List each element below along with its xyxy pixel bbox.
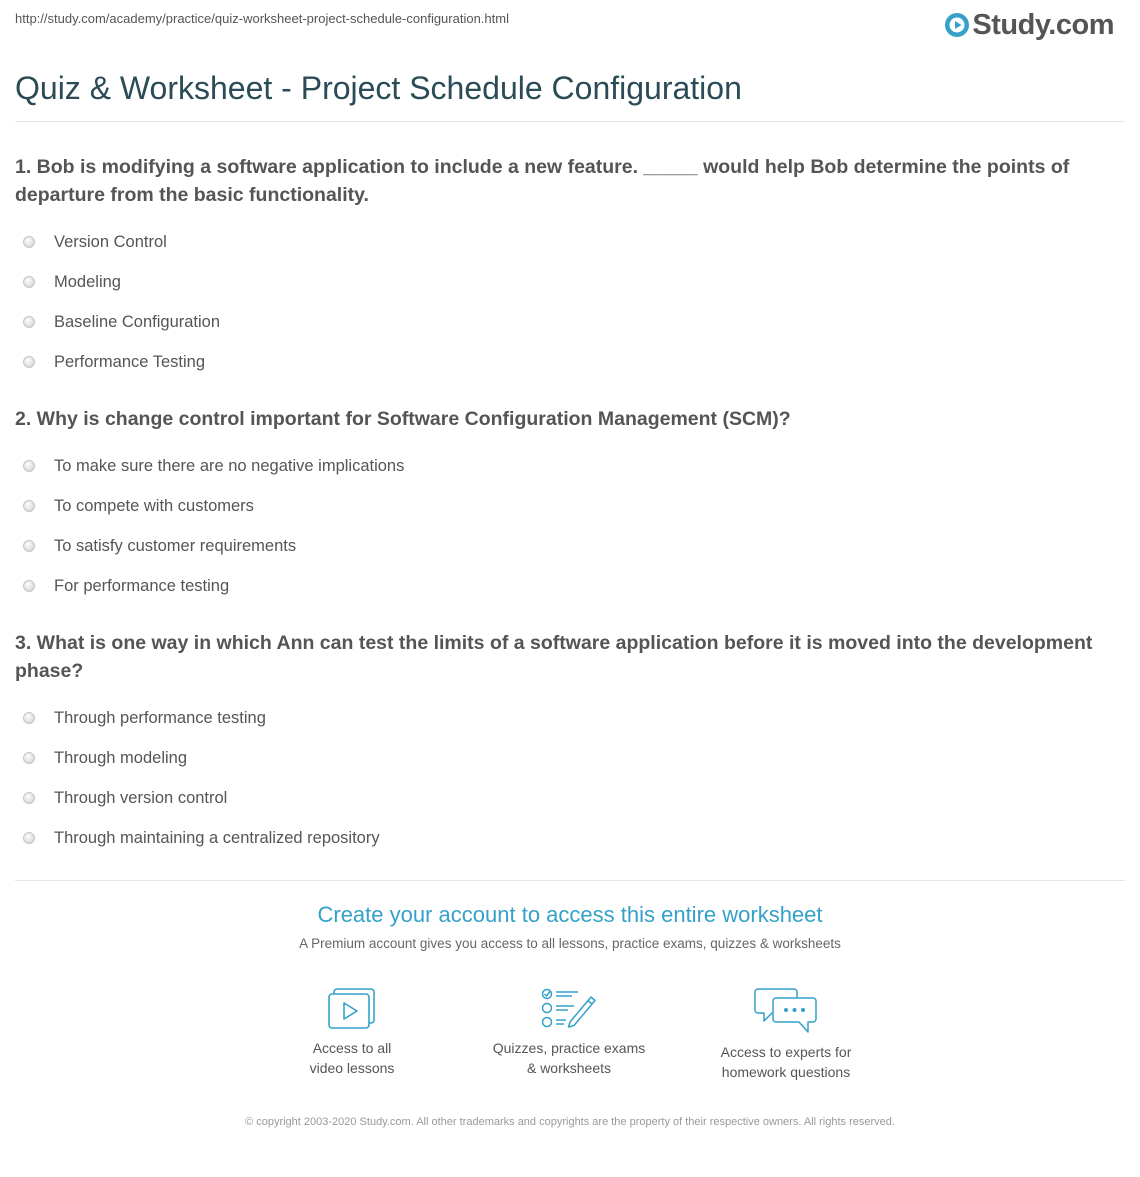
feature-experts — [686, 986, 886, 1082]
feature-line-2: & worksheets — [526, 1060, 612, 1076]
radio-button[interactable] — [23, 316, 35, 328]
answer-label: Through maintaining a centralized repository — [54, 828, 380, 847]
radio-button[interactable] — [23, 832, 35, 844]
question-text: 3. What is one way in which Ann can test the limits of a software application before it is moved into the development phase? — [15, 632, 1093, 682]
radio-button[interactable] — [23, 356, 35, 368]
answer-option[interactable] — [15, 446, 1130, 486]
cta-subtitle: A Premium account gives you access to all lessons, practice exams, quizzes & worksheets — [299, 936, 841, 951]
question-1 — [15, 153, 1130, 382]
feature-line-1: Access to experts for — [720, 1044, 852, 1060]
answer-label: Baseline Configuration — [54, 312, 221, 331]
radio-button[interactable] — [23, 540, 35, 552]
page-url: http://study.com/academy/practice/quiz-worksheet-project-schedule-configuration.html — [15, 11, 509, 26]
radio-button[interactable] — [23, 236, 35, 248]
question-2 — [15, 405, 1130, 606]
feature-line-2: homework questions — [721, 1064, 851, 1080]
question-text: 1. Bob is modifying a software application to include a new feature. _____ would help Bob determine the points of departure from the basic functionality. — [15, 156, 1070, 206]
study-logo[interactable] — [944, 8, 1114, 42]
feature-video-lessons — [252, 986, 452, 1078]
radio-button[interactable] — [23, 500, 35, 512]
quiz-checklist-icon — [540, 986, 598, 1032]
answer-label: Through modeling — [54, 748, 187, 767]
answer-option[interactable] — [15, 778, 1130, 818]
page-title: Quiz & Worksheet - Project Schedule Configuration — [15, 70, 742, 106]
radio-button[interactable] — [23, 712, 35, 724]
answer-label: To compete with customers — [54, 496, 254, 515]
answer-option[interactable] — [15, 302, 1130, 342]
answer-label: Modeling — [54, 272, 121, 291]
title-divider — [15, 121, 1125, 122]
feature-line-1: Quizzes, practice exams — [492, 1040, 646, 1056]
answer-option[interactable] — [15, 262, 1130, 302]
feature-line-2: video lessons — [309, 1060, 395, 1076]
cta-title-link[interactable]: Create your account to access this entire worksheet — [317, 902, 823, 927]
logo-text: Study.com — [972, 8, 1114, 41]
answer-option[interactable] — [15, 342, 1130, 382]
cta-divider — [15, 880, 1125, 881]
answer-option[interactable] — [15, 738, 1130, 778]
copyright-text: © copyright 2003-2020 Study.com. All other trademarks and copyrights are the property of their respective owners. All rights reserved. — [245, 1116, 895, 1128]
answer-option[interactable] — [15, 486, 1130, 526]
radio-button[interactable] — [23, 580, 35, 592]
question-3 — [15, 629, 1130, 858]
play-circle-icon — [944, 12, 970, 38]
signup-cta — [0, 902, 1140, 951]
feature-line-1: Access to all — [312, 1040, 392, 1056]
radio-button[interactable] — [23, 792, 35, 804]
radio-button[interactable] — [23, 752, 35, 764]
answer-label: To satisfy customer requirements — [54, 536, 297, 555]
answer-label: Performance Testing — [54, 352, 206, 371]
answer-label: To make sure there are no negative implications — [54, 456, 405, 475]
answer-option[interactable] — [15, 222, 1130, 262]
chat-bubbles-icon — [754, 986, 818, 1036]
answer-option[interactable] — [15, 818, 1130, 858]
answer-label: Through version control — [54, 788, 228, 807]
answer-option[interactable] — [15, 566, 1130, 606]
video-lesson-icon — [326, 986, 378, 1032]
answer-option[interactable] — [15, 698, 1130, 738]
answer-label: Version Control — [54, 232, 167, 251]
feature-quizzes — [469, 986, 669, 1078]
answer-label: For performance testing — [54, 576, 230, 595]
answer-label: Through performance testing — [54, 708, 266, 727]
question-text: 2. Why is change control important for Software Configuration Management (SCM)? — [15, 408, 791, 430]
radio-button[interactable] — [23, 460, 35, 472]
answer-option[interactable] — [15, 526, 1130, 566]
radio-button[interactable] — [23, 276, 35, 288]
